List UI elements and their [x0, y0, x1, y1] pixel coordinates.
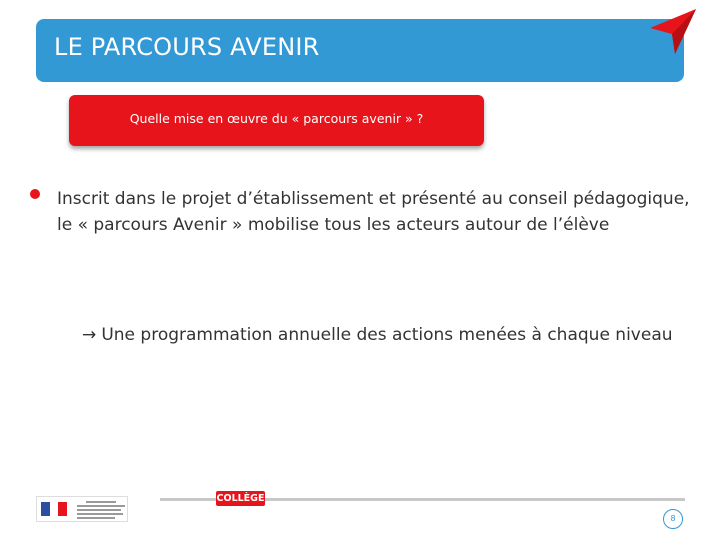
- bullet-point: [30, 186, 690, 238]
- sub-point-text: Une programmation annuelle des actions menées à chaque niveau: [101, 325, 673, 345]
- right-arrow-icon: →: [82, 325, 97, 345]
- sub-point: [82, 322, 682, 349]
- bullet-dot-icon: [30, 189, 40, 199]
- page-number: 8: [663, 509, 683, 529]
- ministry-logo: [36, 496, 128, 522]
- ministry-text-lines: [77, 501, 125, 521]
- page-title: LE PARCOURS AVENIR: [54, 33, 320, 61]
- flag-icon: [41, 502, 67, 516]
- college-badge: COLLÈGE: [216, 493, 265, 504]
- question-box: [69, 95, 484, 146]
- question-text: Quelle mise en œuvre du « parcours avenir » ?: [129, 111, 424, 126]
- title-bar: [36, 19, 684, 82]
- red-arrow-icon: [648, 8, 698, 56]
- bullet-text: Inscrit dans le projet d’établissement et présenté au conseil pédagogique, le « parcours Avenir » mobilise tous les acteurs autour de l’élève: [57, 189, 690, 235]
